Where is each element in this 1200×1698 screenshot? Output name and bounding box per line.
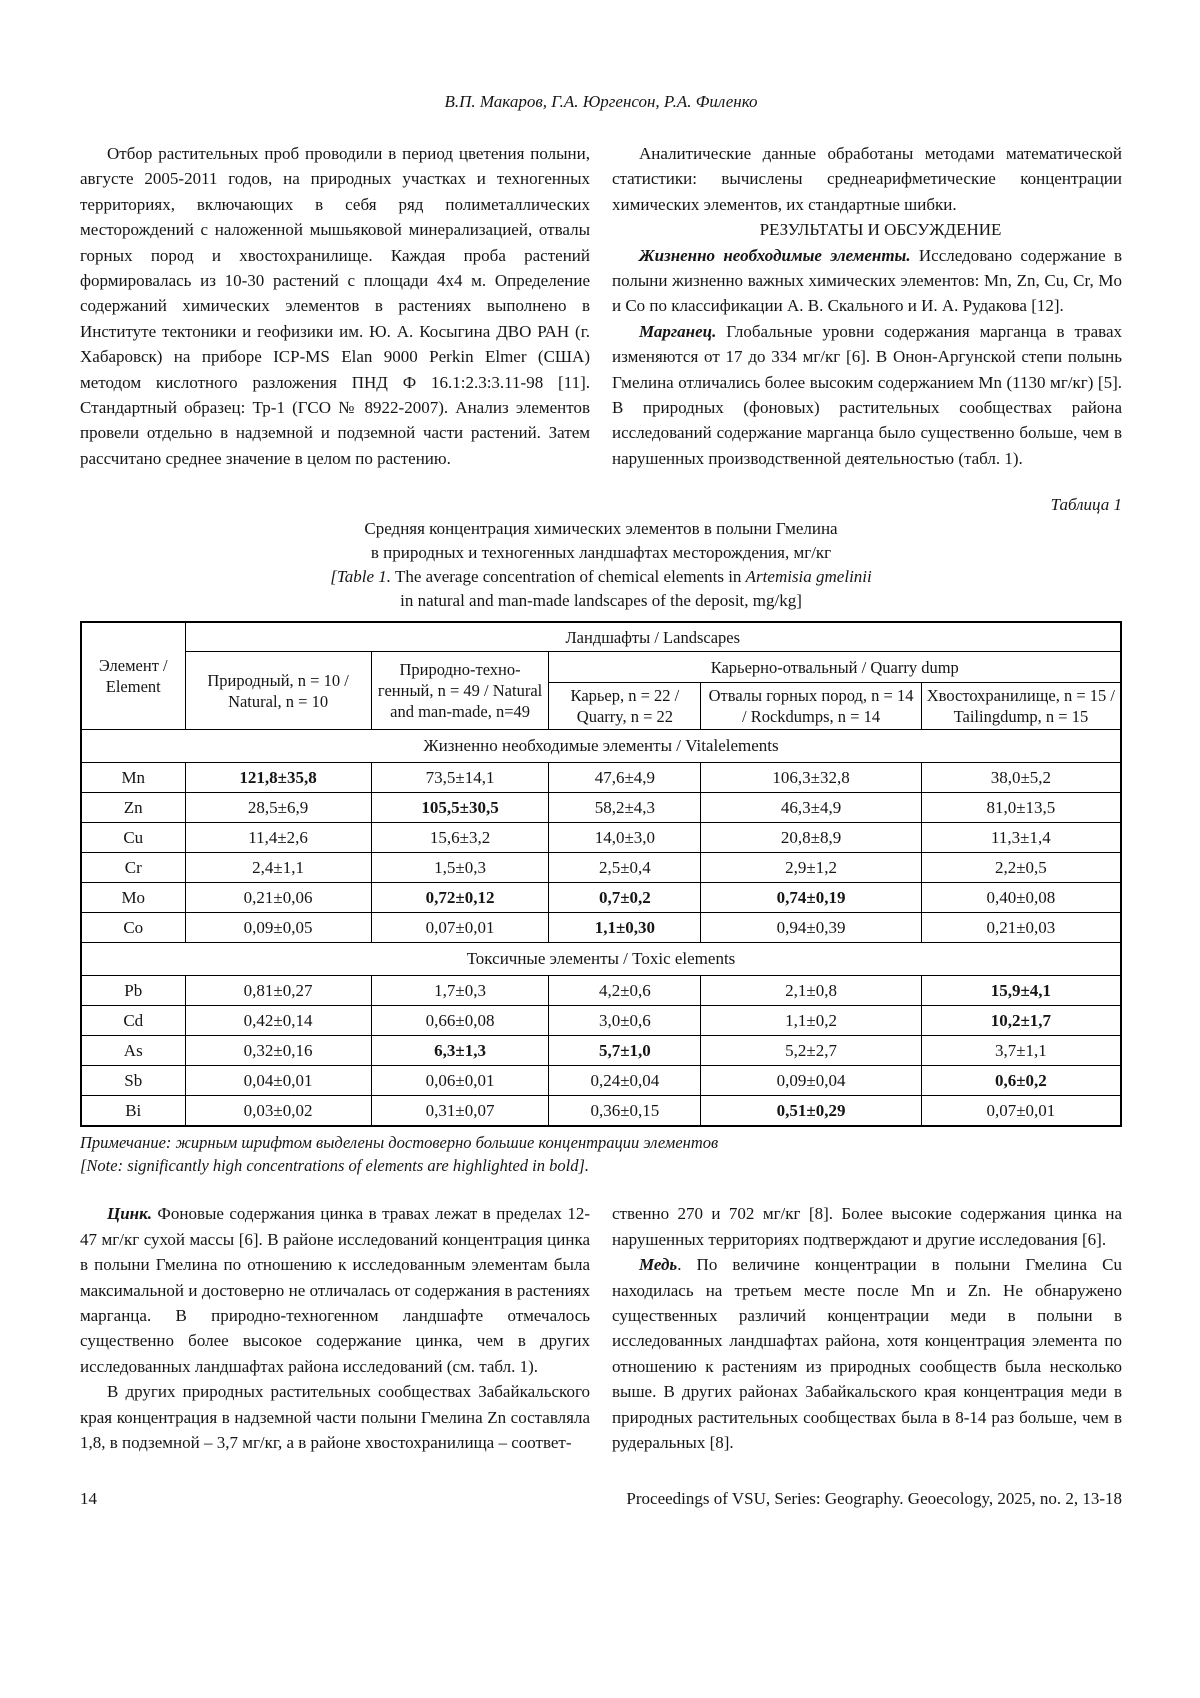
- element-cell: Cr: [81, 853, 185, 883]
- value-cell: 0,21±0,03: [921, 913, 1121, 943]
- table-section-row: [81, 730, 1121, 763]
- journal-citation: Proceedings of VSU, Series: Geography. Geoecology, 2025, no. 2, 13-18: [626, 1489, 1122, 1509]
- page-number: 14: [80, 1489, 97, 1509]
- table-section-row: [81, 943, 1121, 976]
- table-section-label: Токсичные элементы / Toxic elements: [81, 943, 1121, 976]
- table-row: [81, 823, 1121, 853]
- table-row: [81, 1066, 1121, 1096]
- element-cell: As: [81, 1036, 185, 1066]
- table-title-ru-line1: Средняя концентрация химических элементов в полыни Гмелина: [364, 519, 838, 539]
- table-title-en-species: Artemisia gmelinii: [745, 567, 872, 587]
- table-row: [81, 883, 1121, 913]
- table-row: [81, 853, 1121, 883]
- value-cell: 20,8±8,9: [701, 823, 921, 853]
- value-cell: 15,6±3,2: [371, 823, 549, 853]
- vital-elements-lead: Жизненно необходимые элементы.: [639, 245, 911, 265]
- element-cell: Sb: [81, 1066, 185, 1096]
- value-cell: 0,40±0,08: [921, 883, 1121, 913]
- zinc-lead: Цинк.: [107, 1204, 152, 1224]
- value-cell: 11,4±2,6: [185, 823, 371, 853]
- top-right-column: [612, 141, 1122, 471]
- table-title-en-line1: [80, 565, 1122, 589]
- copper-lead: Медь: [639, 1255, 678, 1275]
- value-cell: 2,1±0,8: [701, 976, 921, 1006]
- value-cell: 0,81±0,27: [185, 976, 371, 1006]
- value-cell: 11,3±1,4: [921, 823, 1121, 853]
- top-left-column: [80, 141, 590, 471]
- authors-line: В.П. Макаров, Г.А. Юргенсон, Р.А. Филенко: [444, 92, 758, 111]
- value-cell: 5,7±1,0: [549, 1036, 701, 1066]
- value-cell: 6,3±1,3: [371, 1036, 549, 1066]
- value-cell: 4,2±0,6: [549, 976, 701, 1006]
- value-cell: 1,1±0,30: [549, 913, 701, 943]
- value-cell: 105,5±30,5: [371, 793, 549, 823]
- table-note-ru: Примечание: жирным шрифтом выделены достоверно большие концентрации элементов: [80, 1133, 719, 1153]
- header-element: Элемент / Element: [81, 622, 185, 730]
- manganese-lead: Марганец.: [639, 321, 717, 341]
- value-cell: 0,31±0,07: [371, 1096, 549, 1127]
- element-cell: Cu: [81, 823, 185, 853]
- header-natural-manmade: Природно-техногенный, n = 49 / Natural and man-made, n=49: [371, 652, 549, 730]
- paragraph-vital-elements: [612, 243, 1122, 319]
- value-cell: 15,9±4,1: [921, 976, 1121, 1006]
- bottom-left-column: [80, 1201, 590, 1455]
- paragraph-zinc-continuation: ственно 270 и 702 мг/кг [8]. Более высокие содержания цинка на нарушенных территориях подтверждают и другие исследования [6].: [612, 1204, 1122, 1249]
- table-row: [81, 1036, 1121, 1066]
- value-cell: 38,0±5,2: [921, 763, 1121, 793]
- value-cell: 0,04±0,01: [185, 1066, 371, 1096]
- value-cell: 0,66±0,08: [371, 1006, 549, 1036]
- value-cell: 2,2±0,5: [921, 853, 1121, 883]
- header-rockdumps: Отвалы горных пород, n = 14 / Rockdumps, n = 14: [701, 683, 921, 730]
- table-row: [81, 793, 1121, 823]
- table-title-en-text: The average concentration of chemical elements in: [391, 567, 746, 587]
- value-cell: 58,2±4,3: [549, 793, 701, 823]
- table-row: [81, 1006, 1121, 1036]
- value-cell: 0,36±0,15: [549, 1096, 701, 1127]
- value-cell: 0,03±0,02: [185, 1096, 371, 1127]
- paragraph-zinc-2: В других природных растительных сообществах Забайкальского края концентрация в надземной части полыни Гмелина Zn составляла 1,8, в подземной – 3,7 мг/кг, а в районе хвостохранилища – соответ-: [80, 1382, 590, 1452]
- manganese-text: Глобальные уровни содержания марганца в травах изменяются от 17 до 334 мг/кг [6]. В Онон-Аргунской степи полынь Гмелина отличались более высоким содержанием Mn (1130 мг/кг) [5]. В природных (фоновых) растительных сообществах района исследований содержание марганца было существенно больше, чем в нарушенных производственной деятельностью (табл. 1).: [612, 321, 1122, 468]
- copper-text: . По величине концентрации в полыни Гмелина Cu находилась на третьем месте после Mn и Zn. Не обнаружено существенных различий концентрации меди в полыни в исследованных ландшафтах района, хотя концентрация элемента по отношению к растениям из природных сообществ была несколько выше. В других районах Забайкальского края концентрация меди в природных растительных сообществах была в 8-14 раз больше, чем в рудеральных [8].: [612, 1255, 1122, 1452]
- header-natural: Природный, n = 10 / Natural, n = 10: [185, 652, 371, 730]
- value-cell: 73,5±14,1: [371, 763, 549, 793]
- value-cell: 0,09±0,04: [701, 1066, 921, 1096]
- table-title-en-line2: in natural and man-made landscapes of the deposit, mg/kg]: [400, 591, 802, 611]
- table-row: [81, 1096, 1121, 1127]
- value-cell: 0,06±0,01: [371, 1066, 549, 1096]
- vital-elements-text: Исследовано содержание в полыни жизненно важных химических элементов: Mn, Zn, Cu, Cr, Mo и Co по классификации А. В. Скального и И. А. Рудакова [12].: [612, 245, 1123, 316]
- value-cell: 14,0±3,0: [549, 823, 701, 853]
- element-cell: Mn: [81, 763, 185, 793]
- value-cell: 28,5±6,9: [185, 793, 371, 823]
- value-cell: 0,74±0,19: [701, 883, 921, 913]
- element-cell: Pb: [81, 976, 185, 1006]
- value-cell: 10,2±1,7: [921, 1006, 1121, 1036]
- table-note-en: [Note: significantly high concentrations of elements are highlighted in bold].: [80, 1156, 589, 1176]
- table-title: [80, 517, 1122, 613]
- value-cell: 3,0±0,6: [549, 1006, 701, 1036]
- value-cell: 81,0±13,5: [921, 793, 1121, 823]
- value-cell: 106,3±32,8: [701, 763, 921, 793]
- value-cell: 0,42±0,14: [185, 1006, 371, 1036]
- value-cell: 0,07±0,01: [921, 1096, 1121, 1127]
- value-cell: 1,1±0,2: [701, 1006, 921, 1036]
- element-cell: Cd: [81, 1006, 185, 1036]
- top-text-columns: [80, 141, 1122, 471]
- table-row: [81, 763, 1121, 793]
- header-landscapes: Ландшафты / Landscapes: [185, 622, 1121, 652]
- element-cell: Mo: [81, 883, 185, 913]
- value-cell: 0,94±0,39: [701, 913, 921, 943]
- value-cell: 0,09±0,05: [185, 913, 371, 943]
- results-heading: РЕЗУЛЬТАТЫ И ОБСУЖДЕНИЕ: [759, 220, 1002, 240]
- table-row: [81, 976, 1121, 1006]
- table-number-label: Таблица 1: [1050, 495, 1122, 515]
- paragraph-copper: [612, 1252, 1122, 1455]
- value-cell: 5,2±2,7: [701, 1036, 921, 1066]
- bottom-text-columns: [80, 1201, 1122, 1455]
- value-cell: 0,21±0,06: [185, 883, 371, 913]
- value-cell: 0,24±0,04: [549, 1066, 701, 1096]
- paragraph-statistics: Аналитические данные обработаны методами математической статистики: вычислены среднеарифметические концентрации химических элементов, их стандартные шибки.: [612, 144, 1122, 214]
- paragraph-methods: Отбор растительных проб проводили в период цветения полыни, августе 2005-2011 годов, на природных участках и техногенных территориях, включающих в себя ряд полиметаллических месторождений с наложенной мышьяковой минерализацией, отвалы горных пород и хвостохранилище. Каждая проба растений формировалась из 10-30 растений с площади 4х4 м. Определение содержаний химических элементов в растениях выполнено в Институте тектоники и геофизики им. Ю. А. Косыгина ДВО РАН (г. Хабаровск) на приборе ICP-MS Elan 9000 Perkin Elmer (США) методом кислотного разложения ПНД Ф 16.1:2.3:3.11-98 [11]. Стандартный образец: Тр-1 (ГСО № 8922-2007). Анализ элементов провели отдельно в надземной и подземной части растений. Затем рассчитано среднее значение в целом по растению.: [80, 144, 590, 468]
- table-row: [81, 913, 1121, 943]
- zinc-text: Фоновые содержания цинка в травах лежат в пределах 12-47 мг/кг сухой массы [6]. В районе исследований концентрация цинка в полыни Гмелина по отношению к исследованным элементам была максимальной и достоверно не отличалась от содержания в растениях марганца. В природно-техногенном ландшафте отмечалось существенно более высокое содержание цинка, чем в других исследованных ландшафтах района исследований (см. табл. 1).: [80, 1204, 590, 1376]
- value-cell: 1,7±0,3: [371, 976, 549, 1006]
- page-footer: [80, 1489, 1122, 1509]
- header-quarry: Карьер, n = 22 / Quarry, n = 22: [549, 683, 701, 730]
- value-cell: 2,4±1,1: [185, 853, 371, 883]
- table-title-ru-line2: в природных и техногенных ландшафтах месторождения, мг/кг: [370, 543, 832, 563]
- value-cell: 1,5±0,3: [371, 853, 549, 883]
- header-tailingdump: Хвостохранилище, n = 15 / Tailingdump, n = 15: [921, 683, 1121, 730]
- value-cell: 0,6±0,2: [921, 1066, 1121, 1096]
- table-title-en-label: [Table 1.: [330, 567, 392, 587]
- bottom-right-column: [612, 1201, 1122, 1455]
- paragraph-zinc: [80, 1201, 590, 1379]
- value-cell: 2,9±1,2: [701, 853, 921, 883]
- value-cell: 47,6±4,9: [549, 763, 701, 793]
- element-cell: Zn: [81, 793, 185, 823]
- header-quarry-dump-group: Карьерно-отвальный / Quarry dump: [549, 652, 1121, 683]
- element-cell: Co: [81, 913, 185, 943]
- table-note: [80, 1131, 1122, 1177]
- table-section-label: Жизненно необходимые элементы / Vitalelements: [81, 730, 1121, 763]
- concentration-table: [80, 621, 1122, 1127]
- value-cell: 2,5±0,4: [549, 853, 701, 883]
- value-cell: 46,3±4,9: [701, 793, 921, 823]
- value-cell: 0,32±0,16: [185, 1036, 371, 1066]
- value-cell: 0,72±0,12: [371, 883, 549, 913]
- value-cell: 0,7±0,2: [549, 883, 701, 913]
- value-cell: 3,7±1,1: [921, 1036, 1121, 1066]
- element-cell: Bi: [81, 1096, 185, 1127]
- value-cell: 0,51±0,29: [701, 1096, 921, 1127]
- value-cell: 121,8±35,8: [185, 763, 371, 793]
- value-cell: 0,07±0,01: [371, 913, 549, 943]
- paragraph-manganese: [612, 319, 1122, 471]
